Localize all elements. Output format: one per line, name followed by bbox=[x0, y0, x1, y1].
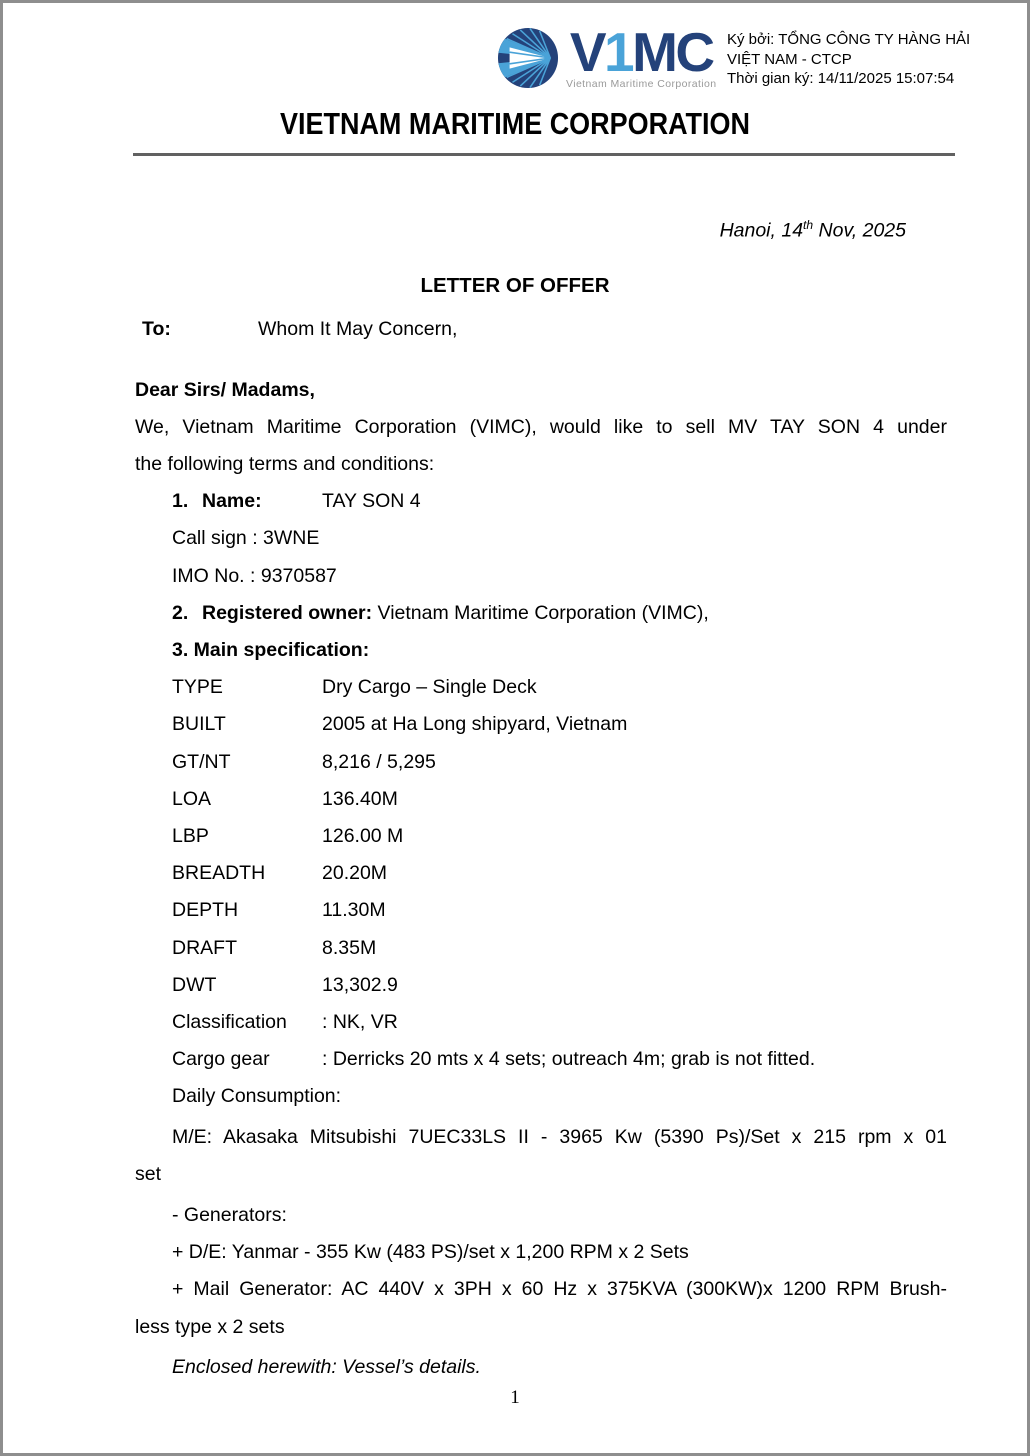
spec-label: Classification bbox=[172, 1010, 287, 1033]
spec-row bbox=[172, 930, 947, 967]
mail-generator-paragraph bbox=[135, 1271, 947, 1345]
header-divider bbox=[133, 153, 955, 156]
spec-value: 13,302.9 bbox=[322, 973, 398, 996]
spec-row bbox=[172, 744, 947, 781]
to-label: To: bbox=[142, 317, 171, 340]
me-line-1: M/E: Akasaka Mitsubishi 7UEC33LS II - 3965 Kw (5390 Ps)/Set x 215 rpm x 01 bbox=[172, 1125, 947, 1148]
logo-wordmark bbox=[566, 21, 716, 83]
spec-label: LBP bbox=[172, 824, 209, 847]
terms-list bbox=[172, 483, 947, 1115]
spec-label: GT/NT bbox=[172, 750, 231, 773]
spec-label: Cargo gear bbox=[172, 1048, 270, 1071]
logo-letter-v: V bbox=[569, 21, 605, 83]
logo-letters-mc: MC bbox=[632, 21, 713, 83]
spec-label: BREADTH bbox=[172, 862, 266, 885]
spec-value: 2005 at Ha Long shipyard, Vietnam bbox=[322, 713, 628, 736]
date-prefix: Hanoi, 14 bbox=[719, 219, 804, 242]
signature-timestamp: Thời gian ký: 14/11/2025 15:07:54 bbox=[727, 70, 955, 87]
me-line-2: set bbox=[135, 1162, 162, 1185]
spec-label: DRAFT bbox=[172, 936, 237, 959]
generators-section bbox=[172, 1197, 947, 1271]
item-main-specification: 3. Main specification: bbox=[172, 638, 370, 661]
item-1-number: 1. bbox=[172, 490, 189, 513]
mail-gen-line-2: less type x 2 sets bbox=[135, 1315, 285, 1338]
spec-row bbox=[172, 706, 947, 743]
logo-subtitle: Vietnam Maritime Corporation bbox=[566, 78, 717, 90]
date-suffix: Nov, 2025 bbox=[813, 219, 906, 242]
recipient-line bbox=[142, 312, 1027, 346]
spec-value: : NK, VR bbox=[322, 1010, 398, 1033]
spec-row bbox=[172, 967, 947, 1004]
spec-row bbox=[172, 818, 947, 855]
item-2-label: Registered owner: bbox=[202, 601, 373, 624]
spec-label: LOA bbox=[172, 787, 212, 810]
item-2-number: 2. bbox=[172, 601, 189, 624]
spec-row bbox=[172, 1004, 947, 1041]
spec-value: : Derricks 20 mts x 4 sets; outreach 4m; grab is not fitted. bbox=[322, 1048, 816, 1071]
spec-label: TYPE bbox=[172, 676, 223, 699]
intro-paragraph bbox=[135, 409, 947, 483]
letter-title: LETTER OF OFFER bbox=[420, 273, 610, 297]
spec-label: DWT bbox=[172, 973, 217, 996]
item-1-label: Name: bbox=[202, 490, 262, 513]
mail-gen-line-1: + Mail Generator: AC 440V x 3PH x 60 Hz x 375KVA (300KW)x 1200 RPM Brush- bbox=[172, 1278, 947, 1301]
generators-line: - Generators: bbox=[172, 1203, 287, 1226]
spec-value: 20.20M bbox=[322, 862, 388, 885]
item-registered-owner bbox=[172, 595, 947, 632]
spec-row bbox=[172, 781, 947, 818]
spec-row bbox=[172, 892, 947, 929]
de-line: + D/E: Yanmar - 355 Kw (483 PS)/set x 1,200 RPM x 2 Sets bbox=[172, 1241, 689, 1264]
call-sign-line: Call sign : 3WNE bbox=[172, 527, 320, 550]
logo-digit-one: 1 bbox=[604, 21, 633, 83]
to-value: Whom It May Concern, bbox=[258, 317, 458, 340]
globe-rays-icon bbox=[497, 27, 559, 89]
logo-text bbox=[566, 21, 717, 90]
spec-row bbox=[172, 669, 947, 706]
vimc-logo bbox=[497, 21, 717, 90]
spec-value: Dry Cargo – Single Deck bbox=[322, 676, 537, 699]
salutation: Dear Sirs/ Madams, bbox=[135, 378, 315, 401]
page-header bbox=[3, 3, 1027, 103]
spec-label: BUILT bbox=[172, 713, 226, 736]
date-ordinal: th bbox=[803, 218, 814, 232]
spec-value: 126.00 M bbox=[322, 824, 404, 847]
signature-signer: Ký bởi: TỔNG CÔNG TY HÀNG HẢI bbox=[727, 31, 971, 48]
item-1-value: TAY SON 4 bbox=[322, 490, 421, 513]
spec-label: DEPTH bbox=[172, 899, 239, 922]
spec-value: 8,216 / 5,295 bbox=[322, 750, 436, 773]
item-name bbox=[172, 483, 947, 520]
spec-row bbox=[172, 855, 947, 892]
spec-row bbox=[172, 1041, 947, 1078]
company-title: VIETNAM MARITIME CORPORATION bbox=[280, 106, 750, 141]
item-2-value: Vietnam Maritime Corporation (VIMC), bbox=[372, 601, 709, 624]
enclosed-line: Enclosed herewith: Vessel’s details. bbox=[172, 1355, 481, 1378]
spec-value: 136.40M bbox=[322, 787, 398, 810]
intro-line-1: We, Vietnam Maritime Corporation (VIMC), would like to sell MV TAY SON 4 under bbox=[135, 415, 947, 438]
spec-value: 8.35M bbox=[322, 936, 377, 959]
imo-line: IMO No. : 9370587 bbox=[172, 564, 337, 587]
page-number: 1 bbox=[510, 1387, 520, 1408]
digital-signature-stamp bbox=[727, 30, 970, 89]
spec-value: 11.30M bbox=[322, 899, 386, 922]
main-engine-paragraph bbox=[135, 1119, 947, 1193]
intro-line-2: the following terms and conditions: bbox=[135, 452, 435, 475]
signature-signer-2: VIỆT NAM - CTCP bbox=[727, 50, 852, 68]
place-date bbox=[3, 212, 1027, 244]
daily-consumption-line: Daily Consumption: bbox=[172, 1085, 342, 1108]
